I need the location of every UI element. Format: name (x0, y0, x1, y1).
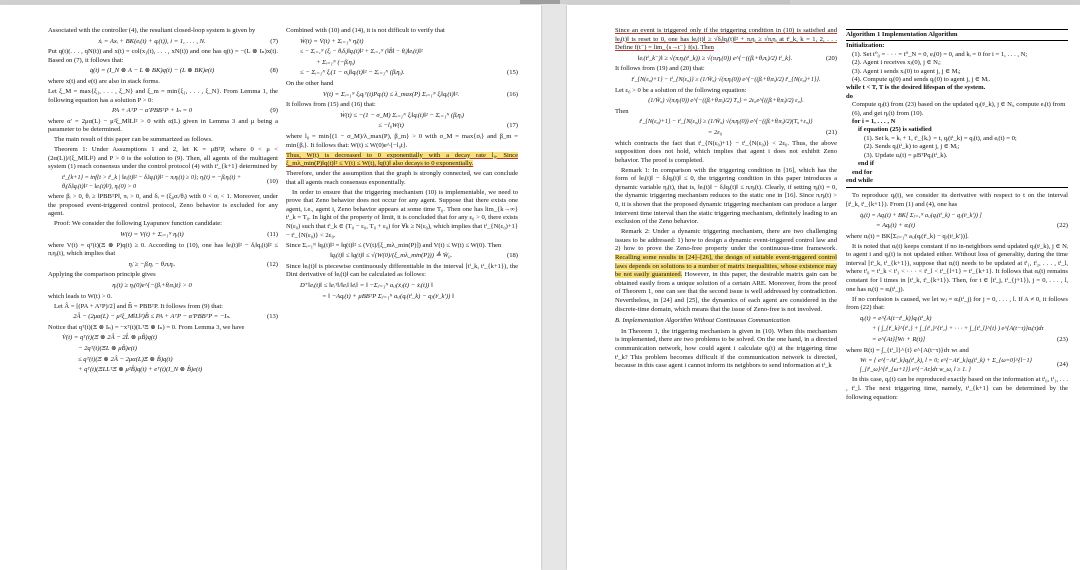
equation-15-line3: + Σᵢ₌₁ᴺ (−βᵢηᵢ) (316, 58, 355, 66)
paragraph: Applying the comparison principle gives (48, 271, 156, 279)
algo-line: while t < T, T is the desired lifespan of the system. (846, 84, 986, 92)
page-thumbnail-active[interactable] (520, 0, 560, 4)
paragraph: Combined with (10) and (14), it is not difficult to verify that (286, 27, 445, 34)
left-page-column-1 (48, 27, 278, 377)
paragraph: where l₀ = min{(1 − σ_M)/λ_max(P), β_m} > 0 with σ_M = max{σᵢ} and β_m = min{βᵢ}. It follows that: W(t) ≤ W(0)e^{−l₀t}. (286, 132, 518, 149)
algo-line: (1). Set kᵢ = kᵢ + 1, tⁱ_{kᵢ} = t, qᵢ(tⁱ_k) = qᵢ(t), and eᵢ(t) = 0; (864, 134, 1017, 142)
paragraph: Let ε₀ > 0 be a solution of the following equation: (615, 86, 747, 94)
paragraph: In Theorem 1, the triggering mechanism is given in (10). When this mechanism is implemented, there are two problems to be solved. On the one hand, in a directed communication network, how could agent i calculate qᵢ(t) at the triggering time tⁱ_k? This problem becomes difficult if the communication network is directed, because in this case agent i cannot inform its neighbors to send information at tⁱ_k (615, 327, 837, 370)
algo-line: end for (852, 168, 873, 176)
equation-23-line1: qᵢ(t) = e^{A(t−tⁱ_k)}qᵢ(tⁱ_k) (860, 314, 932, 322)
equation-19-line1: D⁺‖eᵢ(t)‖ ≤ ‖eᵢᵀ‖/‖eᵢ‖ ‖ėᵢ‖ = ‖ −Σⱼ₌₁ᴺ aᵢⱼ(ẋⱼ(t) − ẋᵢ(t)) ‖ (300, 282, 433, 289)
paragraph: It follows from (19) and (20) that: (615, 65, 705, 73)
proof-start: Proof: We consider the following Lyapunov function candidate: (54, 220, 222, 228)
page-thumbnail[interactable] (760, 0, 790, 4)
paragraph: It follows from (15) and (16) that: (286, 101, 376, 109)
paragraph: The main result of this paper can be summarized as follows. (54, 136, 213, 144)
paragraph: In order to ensure that the triggering mechanism (10) is implementable, we need to prove that Zeno behavior does not occur for any agent. Suppose that there exists one agent, i.e., agent i, Zeno behavior appears at some time T₀. Then one has lim_{k→∞} tⁱ_k = T₀. In light of the property of limit, it is concluded that for any ε₀ > 0, there exists N(ε₀) such that tⁱ_k ∈ (T₀ − ε₀, T₀ + ε₀) for ∀k ≥ N(ε₀), which implies that tⁱ_{N(ε₀)+1} − tⁱ_{N(ε₀)} < 2ε₀. (286, 188, 518, 239)
right-page-column-2 (846, 29, 1068, 404)
equation-21-line2: = 2ε₀ (21) (707, 128, 837, 136)
algo-line: do (846, 92, 853, 100)
paragraph: In this case, qᵢ(t) can be reproduced exactly based on the information at tⁱ₀, tⁱ₁, . . . , tⁱ_l. The next triggering time, namely, tⁱ_{k+1} can be determined by the following equation: (846, 376, 1068, 401)
equation-9: PA + AᵀP − α′PBBᵀP + Iₙ = 0 (9) (111, 107, 278, 115)
algo-line: Initialization: (846, 42, 885, 50)
algo-line: (4). Compute qᵢ(0) and sends qᵢ(0) to agent j, j ∈ Mᵢ. (852, 76, 991, 84)
equation-24: Wₗ = { e^{−Atⁱ_k}qᵢ(tⁱ_k), l = 0; e^{−Atⁱ_k}qᵢ(tⁱ_k) + Σ_{ω=0}^{l−1} ∫_{tⁱ_ω}^{tⁱ_{ω+1}} e^{−Aτ}dτ w_ω, l ≥ 1. } (24) (860, 357, 1068, 373)
equation-14-line4: + qᵀ(t)(ΞLLᵀΞ ⊗ μ²B̂)q(t) + eᵀ(t)(I_N ⊗ B̂)e(t) (78, 366, 203, 374)
equation-23-line2: + ( ∫_{tⁱ_k}^{tⁱ₁} + ∫_{tⁱ₁}^{tⁱ₂} + · · · + ∫_{tⁱ_l}^{t} ) e^{A(t−τ)}αᵢ(τ)dτ (872, 325, 1044, 333)
equation-15-line4: ≤ − Σᵢ₌₁ᴺ ξᵢ(1 − σᵢ)‖qᵢ(t)‖² − Σᵢ₌₁ᴺ (βᵢηᵢ). (15) (300, 69, 518, 77)
paragraph: where V(t) = qᵀ(t)(Ξ ⊗ P)q(t) ≥ 0. According to (10), one has ‖eᵢ(t)‖² − δᵢ‖qᵢ(t)‖² ≤ πᵢηᵢ(t), which implies that (48, 241, 278, 258)
equation-14-line2: − 2qᵀ(t)(ΞL ⊗ μB̂)e(t) (78, 344, 137, 352)
equation-14-line1: V̇(t) = qᵀ(t)(Ξ ⊗ 2Â − 2L̂ ⊗ μB̂)q(t) (62, 334, 158, 342)
algo-line: (2). Sends qᵢ(tⁱ_k) to agent j, j ∈ Mᵢ; (864, 143, 960, 151)
equation-18: ‖qᵢ(t)‖ ≤ ‖q(t)‖ ≤ √(W(0)/(ξ_mλ_min(P))) ≜ W̄₀. (18) (329, 252, 518, 260)
equation-22-line2: = Aqᵢ(t) + αᵢ(t) (22) (876, 222, 1068, 230)
equation-22-line1: q̇ᵢ(t) = Aqᵢ(t) + BK[ Σⱼ₌₁ᴺ aᵢⱼ(qᵢ(tⁱ_k) − qⱼ(tʲ_k′)) ] (860, 211, 982, 219)
equation-10: tⁱ_{k+1} = inf{t > tⁱ_k | ‖eᵢ(t)‖² − δᵢ‖qᵢ(t)‖² − πᵢηᵢ(t) ≥ 0}; η̇ᵢ(t) = −βᵢηᵢ(t) + θᵢ(δᵢ‖qᵢ(t)‖² − ‖eᵢ(t)‖²), ηᵢ(0) > 0 (10) (62, 174, 278, 190)
equation-17-line1: Ẇ(t) ≤ −(1 − σ_M) Σᵢ₌₁ᴺ ξᵢ‖qᵢ(t)‖² − Σᵢ₌₁ᴺ (βᵢηᵢ) (340, 111, 464, 119)
paragraph: which contracts the fact that tⁱ_{N(ε₀)+1} − tⁱ_{N(ε₀)} < 2ε₀. Thus, the above supposition does not hold, which implies that agent i does not exhibit Zeno behavior. The proof is completed. (615, 139, 837, 164)
paragraph: Therefore, under the assumption that the graph is strongly connected, we can conclude that all agents reach consensus exponentially. (286, 170, 518, 186)
paragraph: It is noted that αᵢ(t) keeps constant if no in-neighbors send updated qⱼ(tʲ_k), j ∈ Nᵢ to agent i and qᵢ(t) is not updated either. Without loss of generality, during the time interval [tⁱ_k, tⁱ_{k+1}), suppose that αᵢ(t) needs to be updated at tⁱ₁, tⁱ₂, . . . , tⁱ_l, where tⁱ₀ = tⁱ_k < tⁱ₁ < · · · < tⁱ_l < tⁱ_{l+1} = tⁱ_{k+1}. It follows that αᵢ(t) remains constant for l times in [tⁱ_k, tⁱ_{k+1}). Then, for t ∈ [tⁱ_j, tⁱ_{j+1}), j = 0, . . . , l, one has αᵢ(t) = αᵢ(tⁱ_j). (846, 242, 1068, 293)
equation-8: q̇(t) = (I_N ⊗ A − L ⊗ BK)q(t) − (L ⊗ BK)e(t) (8) (89, 67, 278, 75)
equation-12: η̇ᵢ ≥ −βᵢηᵢ − θᵢπᵢηᵢ. (12) (128, 260, 278, 268)
paragraph: If no confusion is caused, we let wⱼ = αᵢ(tⁱ_j) for j = 0, . . . , l. If A ≠ 0, it follows from (22) that: (846, 295, 1068, 312)
paragraph: On the other hand (286, 79, 334, 87)
paragraph: Since ‖eᵢ(t)‖ is piecewise continuously differentiable in the interval [tⁱ_k, tⁱ_{k+1}), the Dini derivative of ‖eᵢ(t)‖ can be calculated as follows: (286, 262, 518, 279)
section-heading: B. Implementation Algorithm Without Continuous Communication (615, 317, 790, 325)
paragraph: Let ξ_M = max{ξ₁, . . . , ξ_N} and ξ_m = min{ξ₁, . . . , ξ_N}. From Lemma 1, the following equation has a solution P > 0: (48, 87, 278, 104)
equation-19-20-result: tⁱ_{N(ε₀)+1} − tⁱ_{N(ε₀)} ≥ (1/W̄₀) √(πᵢηᵢ(0)) e^{−((βᵢ+θᵢπᵢ)/2) tⁱ_{N(ε₀)+1}}. (631, 75, 821, 83)
equation-21-line1: tⁱ_{N(ε₀)+1} − tⁱ_{N(ε₀)} ≥ (1/W̄₀) √(πᵢηᵢ(0)) e^{−((βᵢ+θᵢπᵢ)/2)(T₀+ε₀)} (639, 118, 813, 126)
paragraph: Then (615, 107, 629, 115)
paragraph: which leads to W(t) > 0. (48, 292, 113, 300)
algorithm-title: Algorithm 1 Implementation Algorithm (846, 31, 1068, 41)
left-page-column-2 (286, 27, 518, 303)
algo-line: end while (846, 176, 873, 184)
paragraph: Put q(t)(. . . , qN(t)) and x(t) = col(x₁(t), . . . , xN(t)) and one has q(t) = −(L ⊗ Iₙ)x(t). Based on (7), it follows that: (48, 48, 278, 64)
equation-15-line1: Ẇ(t) = V̇(t) + Σᵢ₌₁ᴺ η̇ᵢ(t) (300, 37, 364, 45)
algo-line: if equation (25) is satisfied (858, 126, 932, 134)
equation-17-line2: ≤ −l₀W(t) (17) (378, 122, 518, 130)
equation-11: W(t) = V(t) + Σᵢ₌₁ᴺ ηᵢ(t) (11) (120, 231, 278, 239)
algo-line: (1). Set t⁰₀ = · · · = t⁰_N = 0, eᵢ(0) = 0, and kᵢ = 0 for i = 1, . . . , N; (852, 50, 1028, 58)
paragraph: where βᵢ > 0, θᵢ ≥ ‖PBBᵀP‖, πᵢ > 0, and δᵢ = (ξ₀σᵢ/θᵢ) with 0 < σᵢ < 1. Moreover, under the proposed event-triggered control protocol, Zeno behavior is excluded for any agent. (48, 193, 278, 218)
equation-15-line2: ≤ − Σᵢ₌₁ᴺ (ξᵢ − θᵢδᵢ)‖qᵢ(t)‖² + Σᵢ₌₁ᴺ (‖B̂‖ − θᵢ)‖eᵢ(t)‖² (300, 48, 423, 56)
equation-comparison: ηᵢ(t) ≥ ηᵢ(0)e^{−(βᵢ+θᵢπᵢ)t} > 0 (112, 282, 192, 289)
equation-23-line3: = e^{At}[Wₗ + R(t)] (23) (872, 336, 1068, 343)
algorithm-1-box (846, 29, 1068, 188)
underline-annotation[interactable]: Since an event is triggered only if the triggering condition in (10) is satisfied and ‖eᵢ(t)‖ is reset to 0, one has ‖eᵢ(t)‖ ≥ √δᵢ‖qᵢ(t)‖² + πᵢηᵢ ≥ √πᵢηᵢ at tⁱ_k, k = 1, 2, . . . Define f(t⁻) = lim_{s→t⁻} f(s). Then (615, 27, 837, 52)
highlight-annotation[interactable]: Thus, W(t) is decreased to 0 exponentially with a decay rate l₀. Since ξ_mλ_min(P)‖q(t)‖² ≤ V(t) ≤ W(t), ‖q(t)‖ also decays to 0 exponentially. (286, 151, 518, 168)
equation-16: V(t) = Σᵢ₌₁ᴺ ξᵢqᵢᵀ(t)Pqᵢ(t) ≤ λ_max(P) Σᵢ₌₁ᴺ ξᵢ‖qᵢ(t)‖². (16) (322, 90, 518, 98)
underlined-paragraph[interactable] (615, 27, 837, 53)
right-page-column-1 (615, 27, 837, 372)
paragraph: where x(t) and e(t) are also in stack forms. (48, 77, 160, 85)
paragraph: Notice that qᵀ(t)(Ξ ⊗ Iₙ) = −xᵀ(t)(LᵀΞ ⊗ Iₙ) = 0. From Lemma 3, we have (48, 323, 245, 331)
highlighted-paragraph[interactable] (286, 152, 518, 169)
equation-epsilon: (1/W̄₀) √(πᵢηᵢ(0)) e^{−((βᵢ+θᵢπᵢ)/2) T₀} = 2ε₀e^{((βᵢ+θᵢπᵢ)/2) ε₀}. (648, 97, 804, 105)
remark-2: Remark 2: Under a dynamic triggering mechanism, there are two challenging issues to be addressed: 1) how to design a dynamic event-triggered control law and 2) how to prove the Zeno-free property under the continuous-time framework. Recalling some results in [24]–[26], the design of suitable event-triggered control laws depends on solutions to a number of matrix inequalities, whose existence may be not easily guaranteed. However, in this paper, the desirable matrix gain can be obtained easily from a unique solution of a certain ARE. Moreover, from the proof of Theorem 1, one can see that the second issue is well addressed by contradiction. Nevertheless, in [24] and [25], the dynamics of each agent are considered in the discrete-time domain, which means that the issue of Zeno-free is not involved. (615, 228, 837, 313)
algo-line: (3). Update uᵢ(t) = μBᵀPqᵢ(tⁱ_k). (864, 151, 948, 159)
pdf-page-right (567, 5, 1080, 570)
theorem-1: Theorem 1: Under Assumptions 1 and 2, let K = μBᵀP, where 0 < μ < (2α(L))/(ξ_M‖L‖²) and P > 0 is the solution to (9). Then, all agents of the multiagent system (1) reach consensus under the control protocol (4) with tⁱ_{k+1} determined by (48, 146, 278, 171)
paragraph: Let Â = [(PA + AᵀP)/2] and B̂ = PBBᵀP. It follows from (9) that: (54, 302, 223, 310)
algo-line: (2). Agent i receives xⱼ(0), j ∈ Nᵢ; (852, 59, 941, 67)
paragraph: where α′ = 2μα(L) − μ²ξ_M‖L‖² > 0 with α(L) given in Lemma 3 and μ being a parameter to be determined. (48, 117, 278, 134)
equation-19-line2: = ‖ −Aqᵢ(t) + μBBᵀP Σⱼ₌₁ᴺ aᵢⱼ(qᵢ(tⁱ_k) − qⱼ(tʲ_k′)) ‖ (322, 292, 454, 300)
algo-line: for i = 1, . . . , N (852, 118, 896, 126)
remark-1: Remark 1: In comparison with the triggering condition in [16], which has the form of ‖eᵢ(t)‖ − δᵢ‖qᵢ(t)‖ ≤ 0, the triggering condition in this paper introduces a dynamic variable ηᵢ(t), that is, ‖eᵢ(t)‖ − δᵢ‖qᵢ(t)‖ ≤ πᵢηᵢ(t). Clearly, if setting ηᵢ(t) = 0, the dynamic triggering mechanism reduces to the static one in [16]. Since πᵢηᵢ(t) > 0, it is shown that the proposed dynamic triggering mechanism can produce a larger intervent time interval than the static triggering mechanism, definitely leading to an exclusion of the Zeno behavior. (615, 166, 837, 226)
pdf-page-left (0, 5, 541, 570)
algo-line: end if (858, 160, 874, 168)
paragraph: Associated with the controller (4), the resultant closed-loop system is given by (48, 27, 256, 34)
algo-line: Compute qⱼ(t) from (23) based on the updated qⱼ(tʲ_k), j ∈ Nᵢ, compute eᵢ(t) from (6), and get ηᵢ(t) from (10). (852, 101, 1066, 117)
paragraph: where αᵢ(t) = BK[Σⱼ₌₁ᴺ aᵢⱼ(qᵢ(tⁱ_k) − qⱼ(tʲ_k′))]. (846, 232, 969, 240)
equation-7: ẋᵢ = Axᵢ + BK(eᵢ(t) + qᵢ(t)), i = 1, . . . , N. (7) (98, 37, 278, 45)
algo-line: (3). Agent i sends xᵢ(0) to agent j, j ∈ Mᵢ; (852, 67, 961, 75)
paragraph: where R(t) = ∫_{tⁱ_l}^{t} e^{A(t−τ)}dτ wₗ and (846, 346, 969, 354)
paragraph: To reproduce qᵢ(t), we consider its derivative with respect to t on the interval [tⁱ_k, tⁱ_{k+1}). From (1) and (4), one has (846, 192, 1068, 208)
highlight-annotation[interactable]: Recalling some results in [24]–[26], the design of suitable event-triggered control laws depends on solutions to a number of matrix inequalities, whose existence may be not easily guaranteed. (615, 254, 837, 279)
paragraph: Since Σᵢ₌₁ᴺ ‖qᵢ(t)‖² = ‖q(t)‖² ≤ (V(t)/[ξ_mλ_min(P)]) and V(t) ≤ W(t) ≤ W(0). Then (286, 241, 502, 249)
equation-13: 2Â − (2μα(L) − μ²ξ_M‖L‖²)B̂ ≤ PA + AᵀP − α′PBBᵀP = −Iₙ. (13) (73, 313, 278, 321)
equation-14-line3: ≤ qᵀ(t)(Ξ ⊗ 2Â − 2μα(L)Ξ ⊗ B̂)q(t) (78, 355, 173, 363)
equation-20: ‖eᵢ(tⁱ_k⁻)‖ ≥ √(πᵢηᵢ(tⁱ_k)) ≥ √(πᵢηᵢ(0)) e^{−((βᵢ+θᵢπᵢ)/2) tⁱ_k}. (20) (637, 54, 837, 62)
